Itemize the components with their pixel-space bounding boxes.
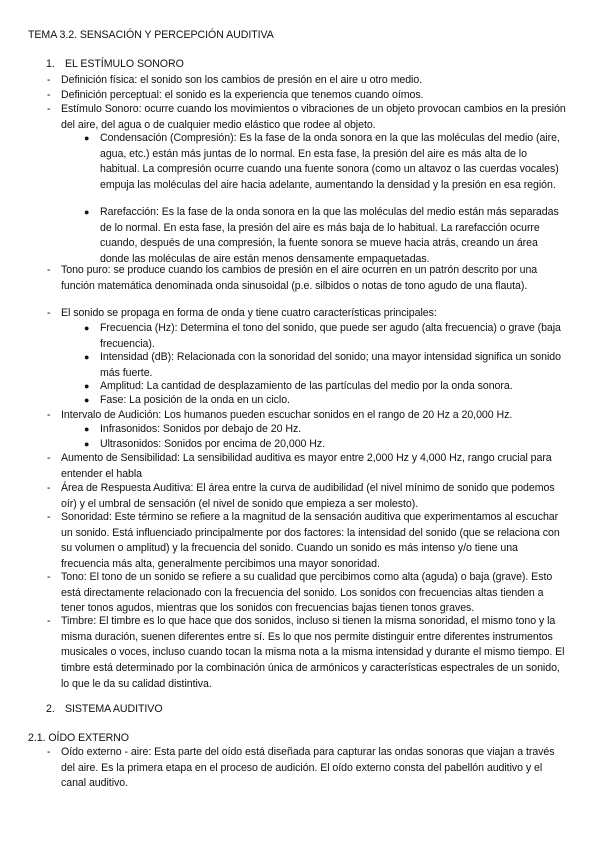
dash-marker: - (47, 89, 51, 101)
bullet-marker: ● (84, 381, 90, 391)
item-text: Aumento de Sensibilidad: La sensibilidad auditiva es mayor entre 2,000 Hz y 4,000 Hz, rango crucial para entender el habla (61, 452, 552, 480)
item-text: Tono: El tono de un sonido se refiere a su cualidad que percibimos como alta (aguda) o baja (grave). Esto está directamente relacionado con la frecuencia del sonido. Los sonidos con frecuencias altas tienden a tener tonos agudos, mientras que los sonidos con frecuencias bajas tienen tonos graves. (61, 571, 553, 615)
bullet-marker: ● (84, 352, 90, 362)
dash-marker: - (47, 746, 51, 758)
dash-marker: - (47, 571, 51, 583)
bullet-marker: ● (84, 323, 90, 333)
item-text: El sonido se propaga en forma de onda y tiene cuatro características principales: (61, 307, 437, 319)
item-text: Área de Respuesta Auditiva: El área entre la curva de audibilidad (el nivel mínimo de sonido que podemos oír) y el umbral de sensación (el nivel de sonido que empieza a ser molesto). (61, 482, 555, 510)
list-item-infrasonidos (84, 422, 564, 438)
list-item-estimulo (47, 102, 567, 133)
list-item-tono-puro (47, 263, 567, 294)
item-text: Frecuencia (Hz): Determina el tono del sonido, que puede ser agudo (alta frecuencia) o grave (baja frecuencia). (100, 322, 561, 350)
list-item-timbre (47, 614, 567, 693)
item-text: Amplitud: La cantidad de desplazamiento de las partículas del medio por la onda sonora. (100, 380, 513, 392)
list-item-frecuencia (84, 321, 564, 352)
dash-marker: - (47, 307, 51, 319)
document-title: TEMA 3.2. SENSACIÓN Y PERCEPCIÓN AUDITIVA (28, 29, 274, 41)
list-item-intensidad (84, 350, 564, 381)
bullet-marker: ● (84, 439, 90, 449)
item-text: Ultrasonidos: Sonidos por encima de 20,000 Hz. (100, 438, 326, 450)
item-text: Definición perceptual: el sonido es la experiencia que tenemos cuando oímos. (61, 89, 424, 101)
item-text: Oído externo - aire: Esta parte del oído está diseñada para capturar las ondas sonoras que viajan a través del aire. Es la primera etapa en el proceso de audición. El oído externo consta del pabellón auditivo y el canal auditivo. (61, 746, 555, 790)
list-item-sonoridad (47, 510, 567, 573)
dash-marker: - (47, 74, 51, 86)
section-title: SISTEMA AUDITIVO (65, 703, 163, 715)
dash-marker: - (47, 615, 51, 627)
list-item-def-fisica (47, 73, 567, 89)
dash-marker: - (47, 452, 51, 464)
item-text: Infrasonidos: Sonidos por debajo de 20 Hz. (100, 423, 302, 435)
item-text: Definición física: el sonido son los cambios de presión en el aire u otro medio. (61, 74, 423, 86)
section-number: 1. (46, 58, 55, 70)
section-number: 2. (46, 703, 55, 715)
bullet-marker: ● (84, 133, 90, 143)
list-item-propaga (47, 306, 567, 322)
list-item-area (47, 481, 567, 512)
list-item-condensacion (84, 131, 564, 194)
item-text: Rarefacción: Es la fase de la onda sonora en la que las moléculas del medio están más separadas de lo normal. En esta fase, la presión del aire es más baja de lo habitual. La rarefacción ocurre cuando, después de una compresión, la fuente sonora se mueve hacia atrás, creando un área donde las moléculas de aire están menos densamente empaquetadas. (100, 206, 559, 266)
item-text: Fase: La posición de la onda en un ciclo. (100, 394, 290, 406)
item-text: Intensidad (dB): Relacionada con la sonoridad del sonido; una mayor intensidad significa un sonido más fuerte. (100, 351, 561, 379)
section-title: EL ESTÍMULO SONORO (65, 58, 184, 70)
item-text: Tono puro: se produce cuando los cambios de presión en el aire ocurren en un patrón descrito por una función matemática denominada onda sinusoidal (p.e. silbidos o notas de tono agudo de una flauta). (61, 264, 538, 292)
subsection-heading-oido-externo: 2.1. OÍDO EXTERNO (28, 732, 129, 744)
dash-marker: - (47, 482, 51, 494)
list-item-aumento (47, 451, 567, 482)
list-item-oido-externo (47, 745, 567, 792)
dash-marker: - (47, 511, 51, 523)
item-text: Sonoridad: Este término se refiere a la magnitud de la sensación auditiva que experimentamos al escuchar un sonido. Está influenciado principalmente por dos factores: la intensidad del sonido (que se relaciona con su volumen o amplitud) y la frecuencia del sonido. Cuando un sonido es más intenso y/o tiene una frecuencia más alta, generalmente percibimos una mayor sonoridad. (61, 511, 560, 571)
bullet-marker: ● (84, 424, 90, 434)
bullet-marker: ● (84, 395, 90, 405)
item-text: Condensación (Compresión): Es la fase de la onda sonora en la que las moléculas del medio (aire, agua, etc.) están más juntas de lo normal. En esta fase, la presión del aire es más alta de lo habitual. La compresión ocurre cuando una fuente sonora (como un altavoz o las cuerdas vocales) empuja las moléculas del aire hacia adelante, aumentando la densidad y la presión en esa región. (100, 132, 560, 192)
list-item-fase (84, 393, 564, 409)
item-text: Estímulo Sonoro: ocurre cuando los movimientos o vibraciones de un objeto provocan cambios en la presión del aire, del agua o de cualquier medio elástico que rodee al objeto. (61, 103, 566, 131)
dash-marker: - (47, 409, 51, 421)
dash-marker: - (47, 103, 51, 115)
bullet-marker: ● (84, 207, 90, 217)
list-item-tono (47, 570, 567, 617)
item-text: Timbre: El timbre es lo que hace que dos sonidos, incluso si tienen la misma sonoridad, el mismo tono y la misma duración, suenen diferentes entre sí. Es lo que nos permite distinguir entre diferentes instrumentos musicales o voces, incluso cuando tocan la misma nota a la misma intensidad y durante el mismo tiempo. El timbre está determinado por la combinación única de armónicos y características espectrales de un sonido, lo que le da su calidad distintiva. (61, 615, 565, 690)
dash-marker: - (47, 264, 51, 276)
list-item-rarefaccion (84, 205, 564, 268)
item-text: Intervalo de Audición: Los humanos pueden escuchar sonidos en el rango de 20 Hz a 20,000 Hz. (61, 409, 513, 421)
